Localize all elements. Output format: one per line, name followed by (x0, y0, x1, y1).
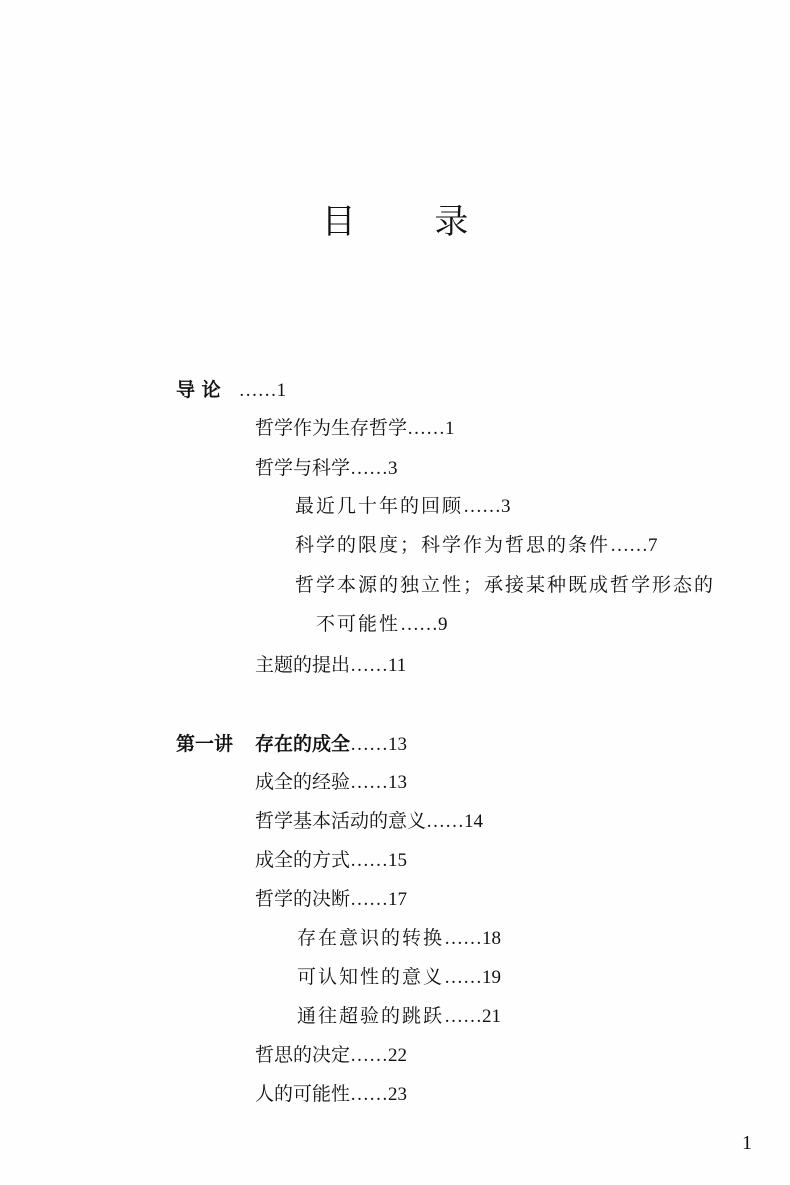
toc-entry (255, 886, 407, 913)
page-ref: 22 (388, 1045, 408, 1066)
entry-label: 哲思的决定 (255, 1044, 351, 1066)
leader-dots: …… (350, 889, 389, 910)
toc-subentry (297, 1003, 501, 1030)
toc-subentry-continuation (316, 611, 448, 638)
page-ref: 13 (388, 772, 408, 793)
toc-entry (255, 415, 455, 442)
page-ref: 19 (482, 967, 502, 988)
page-ref: 15 (388, 850, 408, 871)
toc-entry (255, 455, 398, 482)
page-title: 目 录 (321, 202, 503, 242)
leader-dots: …… (350, 458, 389, 479)
leader-dots: …… (610, 535, 649, 556)
page-ref: 23 (388, 1084, 408, 1105)
leader-dots: …… (350, 1084, 389, 1105)
page-ref: 3 (501, 496, 511, 517)
toc-entry (255, 1081, 407, 1108)
entry-label: 通往超验的跳跃 (297, 1005, 445, 1027)
entry-label: 哲学基本活动的意义 (255, 810, 427, 832)
toc-heading-intro (176, 377, 286, 404)
leader-dots: …… (407, 418, 446, 439)
heading-label: 第一讲 (176, 733, 234, 755)
entry-label: 哲学作为生存哲学 (255, 417, 408, 439)
page-number: 1 (742, 1132, 752, 1154)
leader-dots: …… (463, 496, 502, 517)
page-ref: 21 (482, 1006, 502, 1027)
entry-label: 科学的限度；科学作为哲思的条件 (295, 534, 611, 556)
toc-entry (255, 1042, 407, 1069)
heading-label: 导 论 (176, 379, 221, 401)
entry-label: 哲学的决断 (255, 888, 351, 910)
toc-subentry (295, 532, 658, 559)
page-ref: 11 (388, 655, 407, 676)
page-ref: 17 (388, 889, 408, 910)
leader-dots: …… (400, 614, 439, 635)
toc-subentry (295, 572, 715, 599)
entry-label: 可认知性的意义 (297, 966, 445, 988)
entry-label: 成全的经验 (255, 771, 351, 793)
toc-entry (255, 808, 483, 835)
leader-dots: …… (238, 380, 277, 401)
entry-label: 不可能性 (316, 613, 401, 635)
page-ref: 1 (276, 380, 287, 401)
entry-label: 存在意识的转换 (297, 927, 445, 949)
page-ref: 3 (388, 458, 398, 479)
page-ref: 7 (648, 535, 658, 556)
leader-dots: …… (350, 1045, 389, 1066)
leader-dots: …… (350, 734, 389, 755)
toc-entry (255, 847, 407, 874)
leader-dots: …… (426, 811, 465, 832)
toc-entry (255, 769, 407, 796)
page-ref: 1 (445, 418, 455, 439)
leader-dots: …… (350, 850, 389, 871)
entry-label: 哲学本源的独立性；承接某种既成哲学形态的 (295, 574, 716, 596)
toc-entry (255, 652, 406, 679)
entry-label: 哲学与科学 (255, 457, 351, 479)
page-ref: 14 (464, 811, 484, 832)
leader-dots: …… (350, 772, 389, 793)
leader-dots: …… (444, 1006, 483, 1027)
page-ref: 13 (388, 734, 408, 755)
page-ref: 9 (438, 614, 448, 635)
entry-label: 最近几十年的回顾 (295, 495, 464, 517)
entry-label: 成全的方式 (255, 849, 351, 871)
entry-label: 主题的提出 (255, 654, 351, 676)
leader-dots: …… (350, 655, 389, 676)
entry-label: 人的可能性 (255, 1083, 351, 1105)
toc-subentry (297, 925, 501, 952)
toc-subentry (297, 964, 501, 991)
toc-subentry (295, 493, 511, 520)
heading-title: 存在的成全 (255, 733, 351, 755)
leader-dots: …… (444, 928, 483, 949)
toc-heading-lecture-1 (176, 731, 407, 758)
leader-dots: …… (444, 967, 483, 988)
page-ref: 18 (482, 928, 502, 949)
